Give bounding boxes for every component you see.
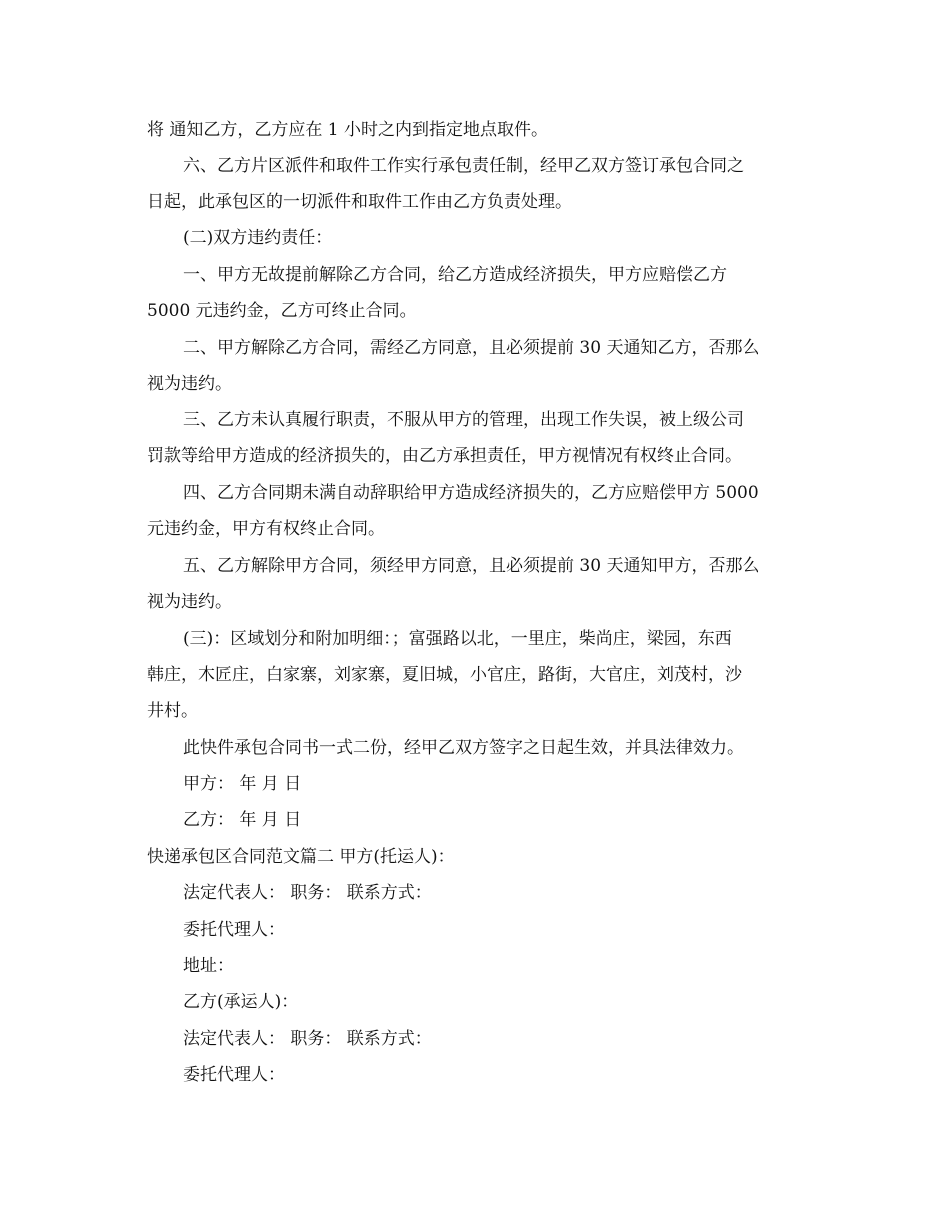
- text-line: 六、乙方片区派件和取件工作实行承包责任制，经甲乙双方签订承包合同之: [183, 156, 744, 176]
- section-heading: 快递承包区合同范文篇二 甲方(托运人)：: [147, 847, 455, 867]
- form-field-address: 地址：: [183, 956, 234, 976]
- text-line: 五、乙方解除甲方合同，须经甲方同意，且必须提前 30 天通知甲方，否那么: [183, 556, 760, 576]
- signature-line-party-a: 甲方： 年 月 日: [183, 774, 302, 794]
- section-heading: (二)双方违约责任：: [183, 228, 333, 248]
- text-line: 井村。: [147, 701, 198, 721]
- text-line: 元违约金，甲方有权终止合同。: [147, 519, 385, 539]
- text-line: 二、甲方解除乙方合同，需经乙方同意，且必须提前 30 天通知乙方，否那么: [183, 338, 760, 358]
- section-heading: (三)：区域划分和附加明细：；富强路以北，一里庄，柴尚庄，梁园，东西: [183, 629, 732, 649]
- form-field-legal-rep: 法定代表人： 职务： 联系方式：: [183, 883, 432, 903]
- text-line: 此快件承包合同书一式二份，经甲乙双方签字之日起生效，并具法律效力。: [183, 738, 744, 758]
- form-field-legal-rep: 法定代表人： 职务： 联系方式：: [183, 1029, 432, 1049]
- text-line: 视为违约。: [147, 592, 232, 612]
- form-field-agent: 委托代理人：: [183, 1065, 285, 1085]
- text-line: 三、乙方未认真履行职责，不服从甲方的管理，出现工作失误，被上级公司: [183, 410, 744, 430]
- form-field-agent: 委托代理人：: [183, 920, 285, 940]
- text-line: 一、甲方无故提前解除乙方合同，给乙方造成经济损失，甲方应赔偿乙方: [183, 265, 727, 285]
- signature-line-party-b: 乙方： 年 月 日: [183, 810, 302, 830]
- text-line: 视为违约。: [147, 374, 232, 394]
- text-line: 5000 元违约金，乙方可终止合同。: [147, 301, 417, 321]
- text-line: 日起，此承包区的一切派件和取件工作由乙方负责处理。: [147, 192, 572, 212]
- text-line: 将 通知乙方，乙方应在 1 小时之内到指定地点取件。: [147, 120, 549, 140]
- text-line: 韩庄，木匠庄，白家寨，刘家寨，夏旧城，小官庄，路街，大官庄，刘茂村，沙: [147, 665, 742, 685]
- text-line: 四、乙方合同期未满自动辞职给甲方造成经济损失的，乙方应赔偿甲方 5000: [183, 483, 759, 503]
- form-field-party-b: 乙方(承运人)：: [183, 992, 299, 1012]
- text-line: 罚款等给甲方造成的经济损失的，由乙方承担责任，甲方视情况有权终止合同。: [147, 446, 742, 466]
